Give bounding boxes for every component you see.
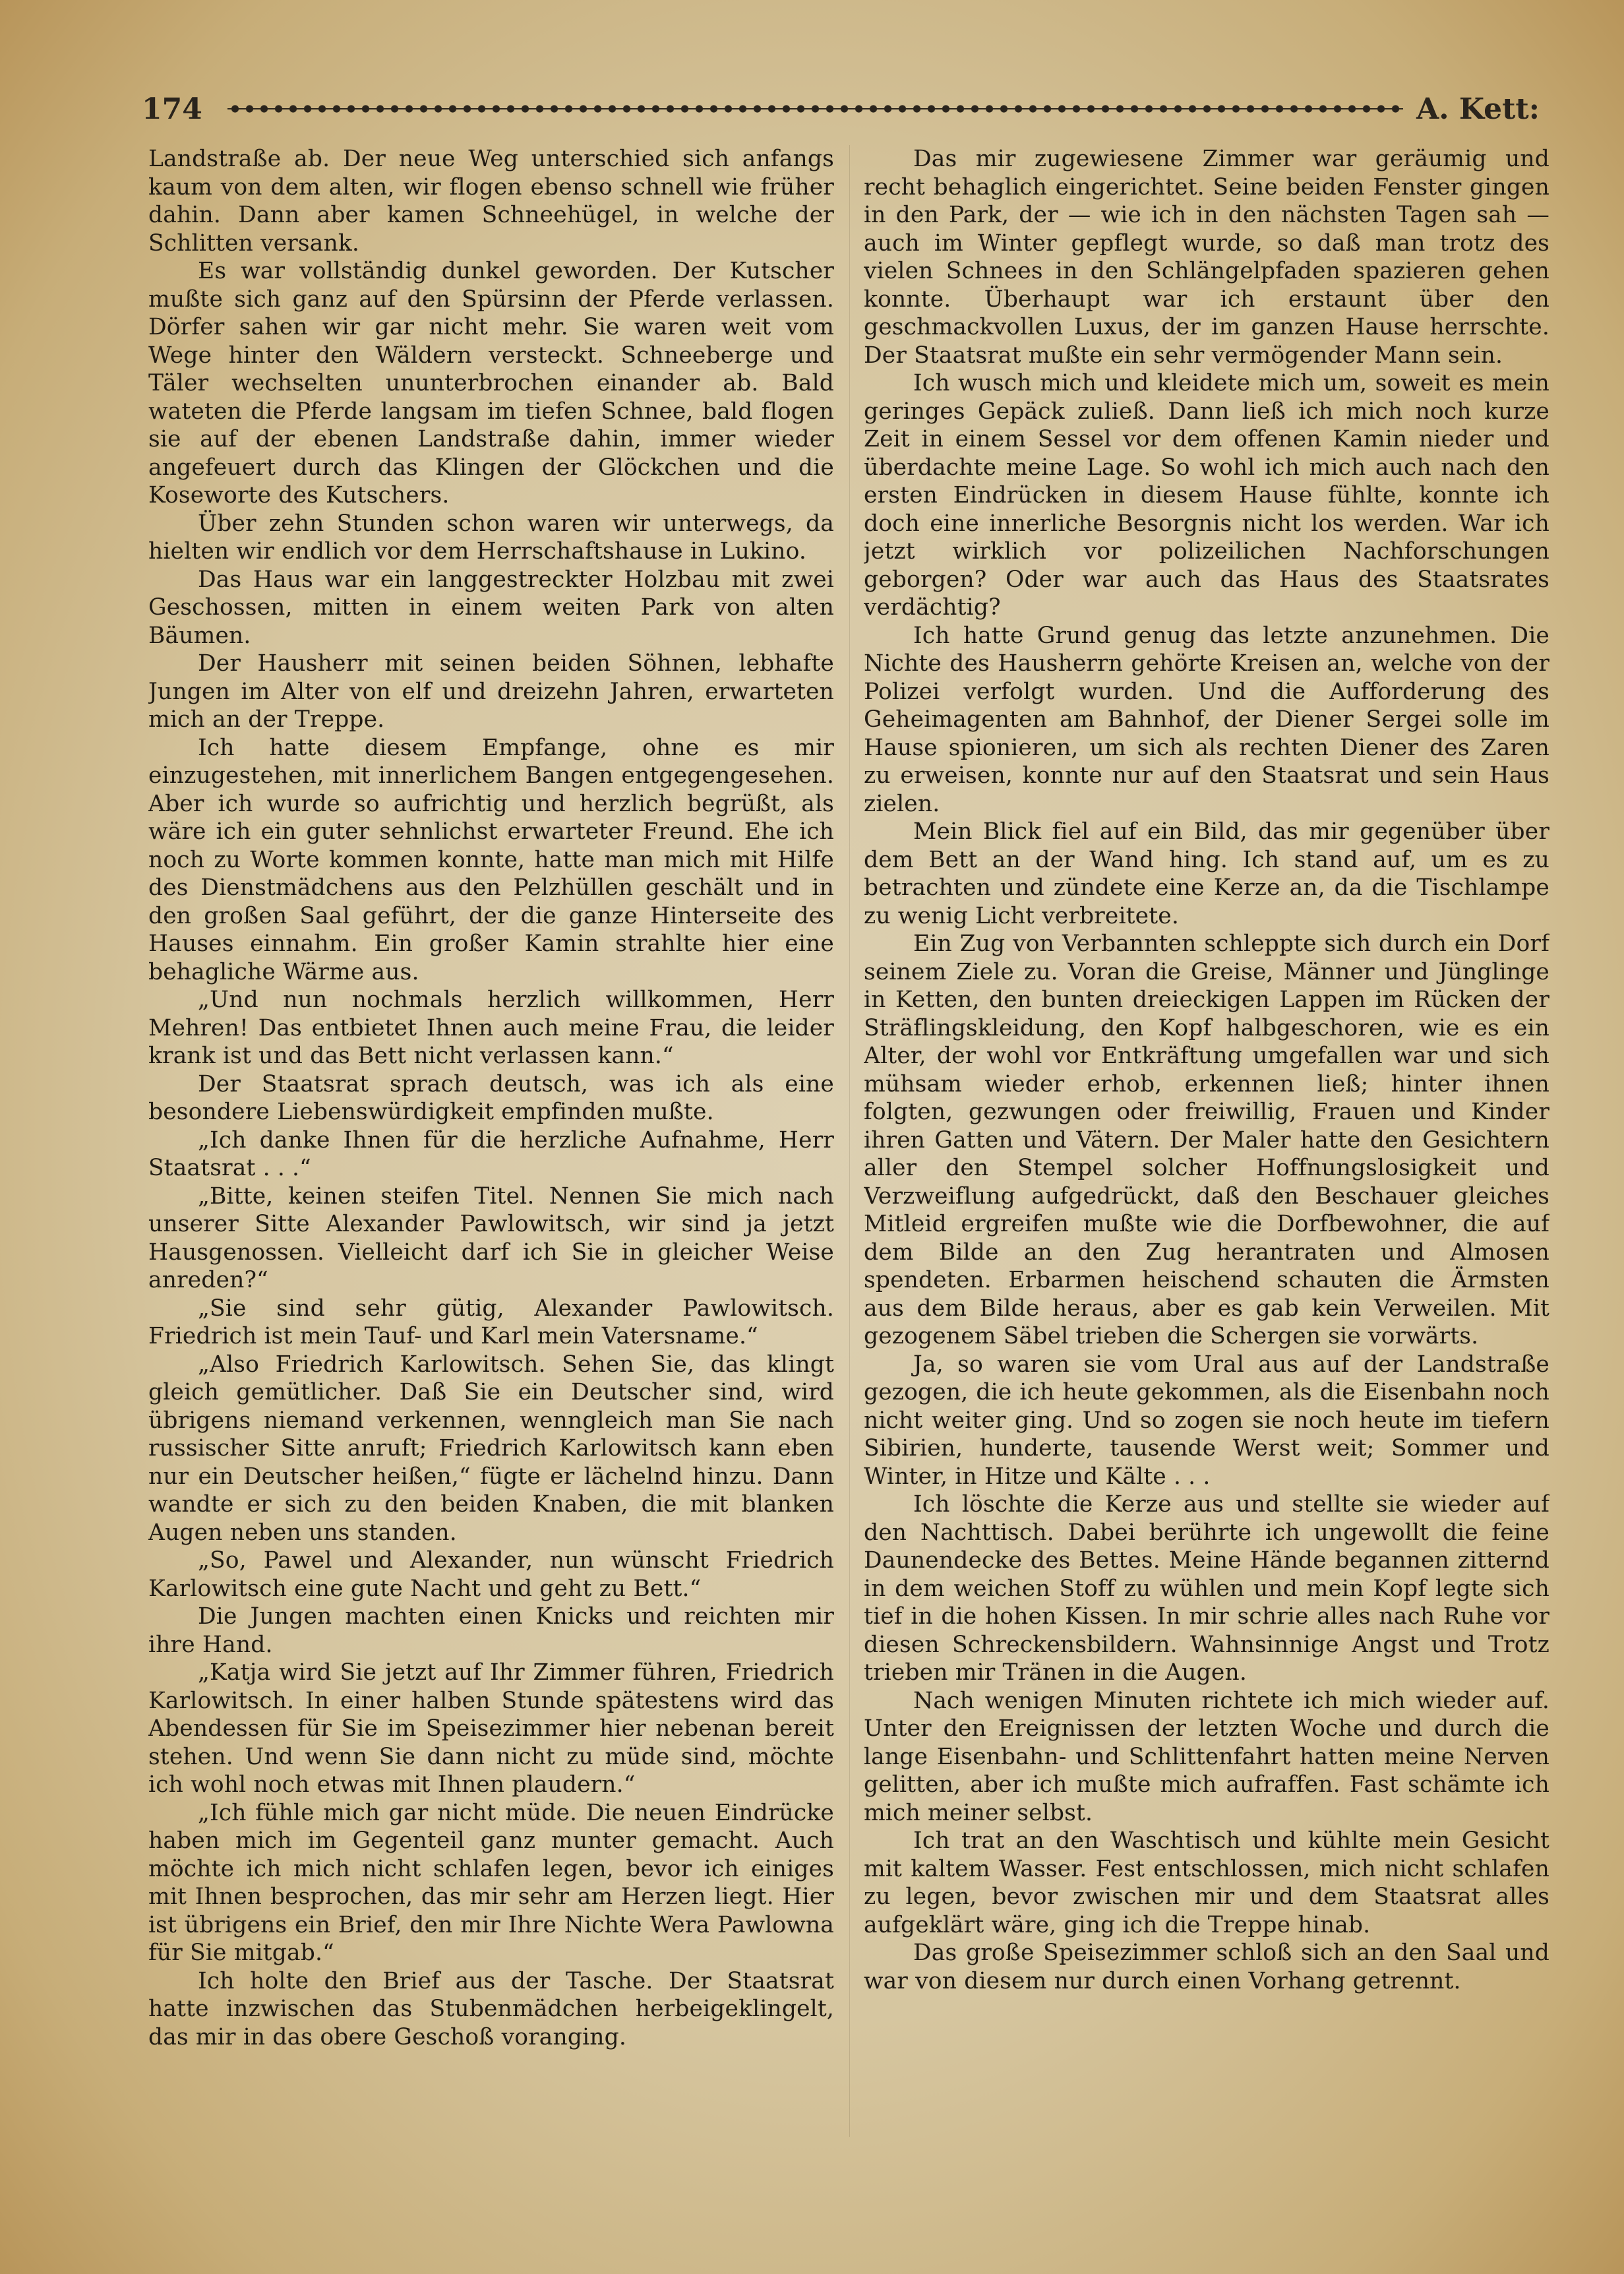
- paragraph: Ich hatte Grund genug das letzte anzunehmen. Die Nichte des Hausherrn gehörte Kreisen an, welche von der Polizei verfolgt wurden. Und die Aufforderung des Geheimagenten am Bahnhof, der Diener Sergei solle im Hause spionieren, um sich als rechten Diener des Zaren zu erweisen, konnte nur auf den Staatsrat und sein Haus zielen.: [864, 622, 1549, 817]
- paragraph: Landstraße ab. Der neue Weg unterschied sich anfangs kaum von dem alten, wir flogen ebenso schnell wie früher dahin. Dann aber kamen Schneehügel, in welche der Schlitten versank.: [148, 146, 834, 257]
- paragraph: „So, Pawel und Alexander, nun wünscht Friedrich Karlowitsch eine gute Nacht und geht zu Bett.“: [148, 1547, 834, 1602]
- left-column: [148, 145, 834, 2150]
- paragraph: Das große Speisezimmer schloß sich an den Saal und war von diesem nur durch einen Vorhang getrennt.: [864, 1940, 1549, 1994]
- paragraph: Die Jungen machten einen Knicks und reichten mir ihre Hand.: [148, 1603, 834, 1658]
- right-column: [864, 145, 1549, 2150]
- paragraph: Ich trat an den Waschtisch und kühlte mein Gesicht mit kaltem Wasser. Fest entschlossen, mich nicht schlafen zu legen, bevor zwischen mir und dem Staatsrat alles aufgeklärt wäre, ging ich die Treppe hinab.: [864, 1828, 1549, 1938]
- paragraph: Über zehn Stunden schon waren wir unterwegs, da hielten wir endlich vor dem Herrschaftshause in Lukino.: [148, 510, 834, 565]
- ornamental-rule-icon: [227, 102, 1403, 115]
- paragraph: „Ich fühle mich gar nicht müde. Die neuen Eindrücke haben mich im Gegenteil ganz munter gemacht. Auch möchte ich mich nicht schlafen legen, bevor ich einiges mit Ihnen besprochen, das mir sehr am Herzen liegt. Hier ist übrigens ein Brief, den mir Ihre Nichte Wera Pawlowna für Sie mitgab.“: [148, 1799, 834, 1966]
- paragraph: Mein Blick fiel auf ein Bild, das mir gegenüber über dem Bett an der Wand hing. Ich stand auf, um es zu betrachten und zündete eine Kerze an, da die Tischlampe zu wenig Licht verbreitete.: [864, 818, 1549, 929]
- paragraph: Ich holte den Brief aus der Tasche. Der Staatsrat hatte inzwischen das Stubenmädchen herbeigeklingelt, das mir in das obere Geschoß voranging.: [148, 1967, 834, 2050]
- paragraph: „Also Friedrich Karlowitsch. Sehen Sie, das klingt gleich gemütlicher. Daß Sie ein Deutscher sind, wird übrigens niemand verkennen, wenngleich man Sie nach russischer Sitte anruft; Friedrich Karlowitsch kann eben nur ein Deutscher heißen,“ fügte er lächelnd hinzu. Dann wandte er sich zu den beiden Knaben, die mit blanken Augen neben uns standen.: [148, 1351, 834, 1546]
- paragraph: „Und nun nochmals herzlich willkommen, Herr Mehren! Das entbietet Ihnen auch meine Frau, die leider krank ist und das Bett nicht verlassen kann.“: [148, 987, 834, 1069]
- paragraph: Ein Zug von Verbannten schleppte sich durch ein Dorf seinem Ziele zu. Voran die Greise, Männer und Jünglinge in Ketten, den bunten dreieckigen Lappen im Rücken der Sträflingskleidung, den Kopf halbgeschoren, wie es ein Alter, der wohl vor Entkräftung umgefallen war und sich mühsam wieder erhob, erkennen ließ; hinter ihnen folgten, gezwungen oder freiwillig, Frauen und Kinder ihren Gatten und Vätern. Der Maler hatte den Gesichtern aller den Stempel solcher Hoffnungslosigkeit und Verzweiflung aufgedrückt, daß den Beschauer gleiches Mitleid ergreifen mußte wie die Dorfbewohner, die auf dem Bilde an den Zug herantraten und Almosen spendeten. Erbarmen heischend schauten die Ärmsten aus dem Bilde heraus, aber es gab kein Verweilen. Mit gezogenem Säbel trieben die Schergen sie vorwärts.: [864, 931, 1549, 1349]
- paragraph: Der Hausherr mit seinen beiden Söhnen, lebhafte Jungen im Alter von elf und dreizehn Jahren, erwarteten mich an der Treppe.: [148, 650, 834, 733]
- running-head: A. Kett:: [1416, 92, 1540, 126]
- paragraph: Ja, so waren sie vom Ural aus auf der Landstraße gezogen, die ich heute gekommen, als die Eisenbahn noch nicht weiter ging. Und so zogen sie noch heute im tiefern Sibirien, hunderte, tausende Werst weit; Sommer und Winter, in Hitze und Kälte . . .: [864, 1351, 1549, 1490]
- paragraph: „Ich danke Ihnen für die herzliche Aufnahme, Herr Staatsrat . . .“: [148, 1126, 834, 1181]
- paragraph: Ich wusch mich und kleidete mich um, soweit es mein geringes Gepäck zuließ. Dann ließ ich mich noch kurze Zeit in einem Sessel vor dem offenen Kamin nieder und überdachte meine Lage. So wohl ich mich auch nach den ersten Eindrücken in diesem Hause fühlte, konnte ich doch eine innerliche Besorgnis nicht los werden. War ich jetzt wirklich vor polizeilichen Nachforschungen geborgen? Oder war auch das Haus des Staatsrates verdächtig?: [864, 370, 1549, 621]
- paragraph: Es war vollständig dunkel geworden. Der Kutscher mußte sich ganz auf den Spürsinn der Pferde verlassen. Dörfer sahen wir gar nicht mehr. Sie waren weit vom Wege hinter den Wäldern versteckt. Schneeberge und Täler wechselten ununterbrochen einander ab. Bald wateten die Pferde langsam im tiefen Schnee, bald flogen sie auf der ebenen Landstraße dahin, immer wieder angefeuert durch das Klingen der Glöckchen und die Koseworte des Kutschers.: [148, 258, 834, 508]
- paragraph: Ich löschte die Kerze aus und stellte sie wieder auf den Nachttisch. Dabei berührte ich ungewollt die feine Daunendecke des Bettes. Meine Hände begannen zitternd in dem weichen Stoff zu wühlen und mein Kopf legte sich tief in die hohen Kissen. In mir schrie alles nach Ruhe vor diesen Schreckensbildern. Wahnsinnige Angst und Trotz trieben mir Tränen in die Augen.: [864, 1491, 1549, 1686]
- page-number: 174: [142, 92, 202, 126]
- paragraph: „Sie sind sehr gütig, Alexander Pawlowitsch. Friedrich ist mein Tauf- und Karl mein Vatersname.“: [148, 1295, 834, 1349]
- paragraph: Nach wenigen Minuten richtete ich mich wieder auf. Unter den Ereignissen der letzten Woche und durch die lange Eisenbahn- und Schlittenfahrt hatten meine Nerven gelitten, aber ich mußte mich aufraffen. Fast schämte ich mich meiner selbst.: [864, 1687, 1549, 1826]
- paragraph: „Bitte, keinen steifen Titel. Nennen Sie mich nach unserer Sitte Alexander Pawlowitsch, wir sind ja jetzt Hausgenossen. Vielleicht darf ich Sie in gleicher Weise anreden?“: [148, 1183, 834, 1293]
- column-divider: [849, 145, 850, 2137]
- paragraph: Der Staatsrat sprach deutsch, was ich als eine besondere Liebenswürdigkeit empfinden mußte.: [148, 1070, 834, 1125]
- paragraph: Das Haus war ein langgestreckter Holzbau mit zwei Geschossen, mitten in einem weiten Park von alten Bäumen.: [148, 566, 834, 649]
- paragraph: „Katja wird Sie jetzt auf Ihr Zimmer führen, Friedrich Karlowitsch. In einer halben Stunde spätestens wird das Abendessen für Sie im Speisezimmer hier nebenan bereit stehen. Und wenn Sie dann nicht zu müde sind, möchte ich wohl noch etwas mit Ihnen plaudern.“: [148, 1659, 834, 1798]
- paragraph: Ich hatte diesem Empfange, ohne es mir einzugestehen, mit innerlichem Bangen entgegengesehen. Aber ich wurde so aufrichtig und herzlich begrüßt, als wäre ich ein guter sehnlichst erwarteter Freund. Ehe ich noch zu Worte kommen konnte, hatte man mich mit Hilfe des Dienstmädchens aus den Pelzhüllen geschält und in den großen Saal geführt, der die ganze Hinterseite des Hauses einnahm. Ein großer Kamin strahlte hier eine behagliche Wärme aus.: [148, 734, 834, 985]
- page-header: [142, 86, 1540, 132]
- paragraph: Das mir zugewiesene Zimmer war geräumig und recht behaglich eingerichtet. Seine beiden Fenster gingen in den Park, der — wie ich in den nächsten Tagen sah — auch im Winter gepflegt wurde, so daß man trotz des vielen Schnees in den Schlängelpfaden spazieren gehen konnte. Überhaupt war ich erstaunt über den geschmackvollen Luxus, der im ganzen Hause herrschte. Der Staatsrat mußte ein sehr vermögender Mann sein.: [864, 146, 1549, 369]
